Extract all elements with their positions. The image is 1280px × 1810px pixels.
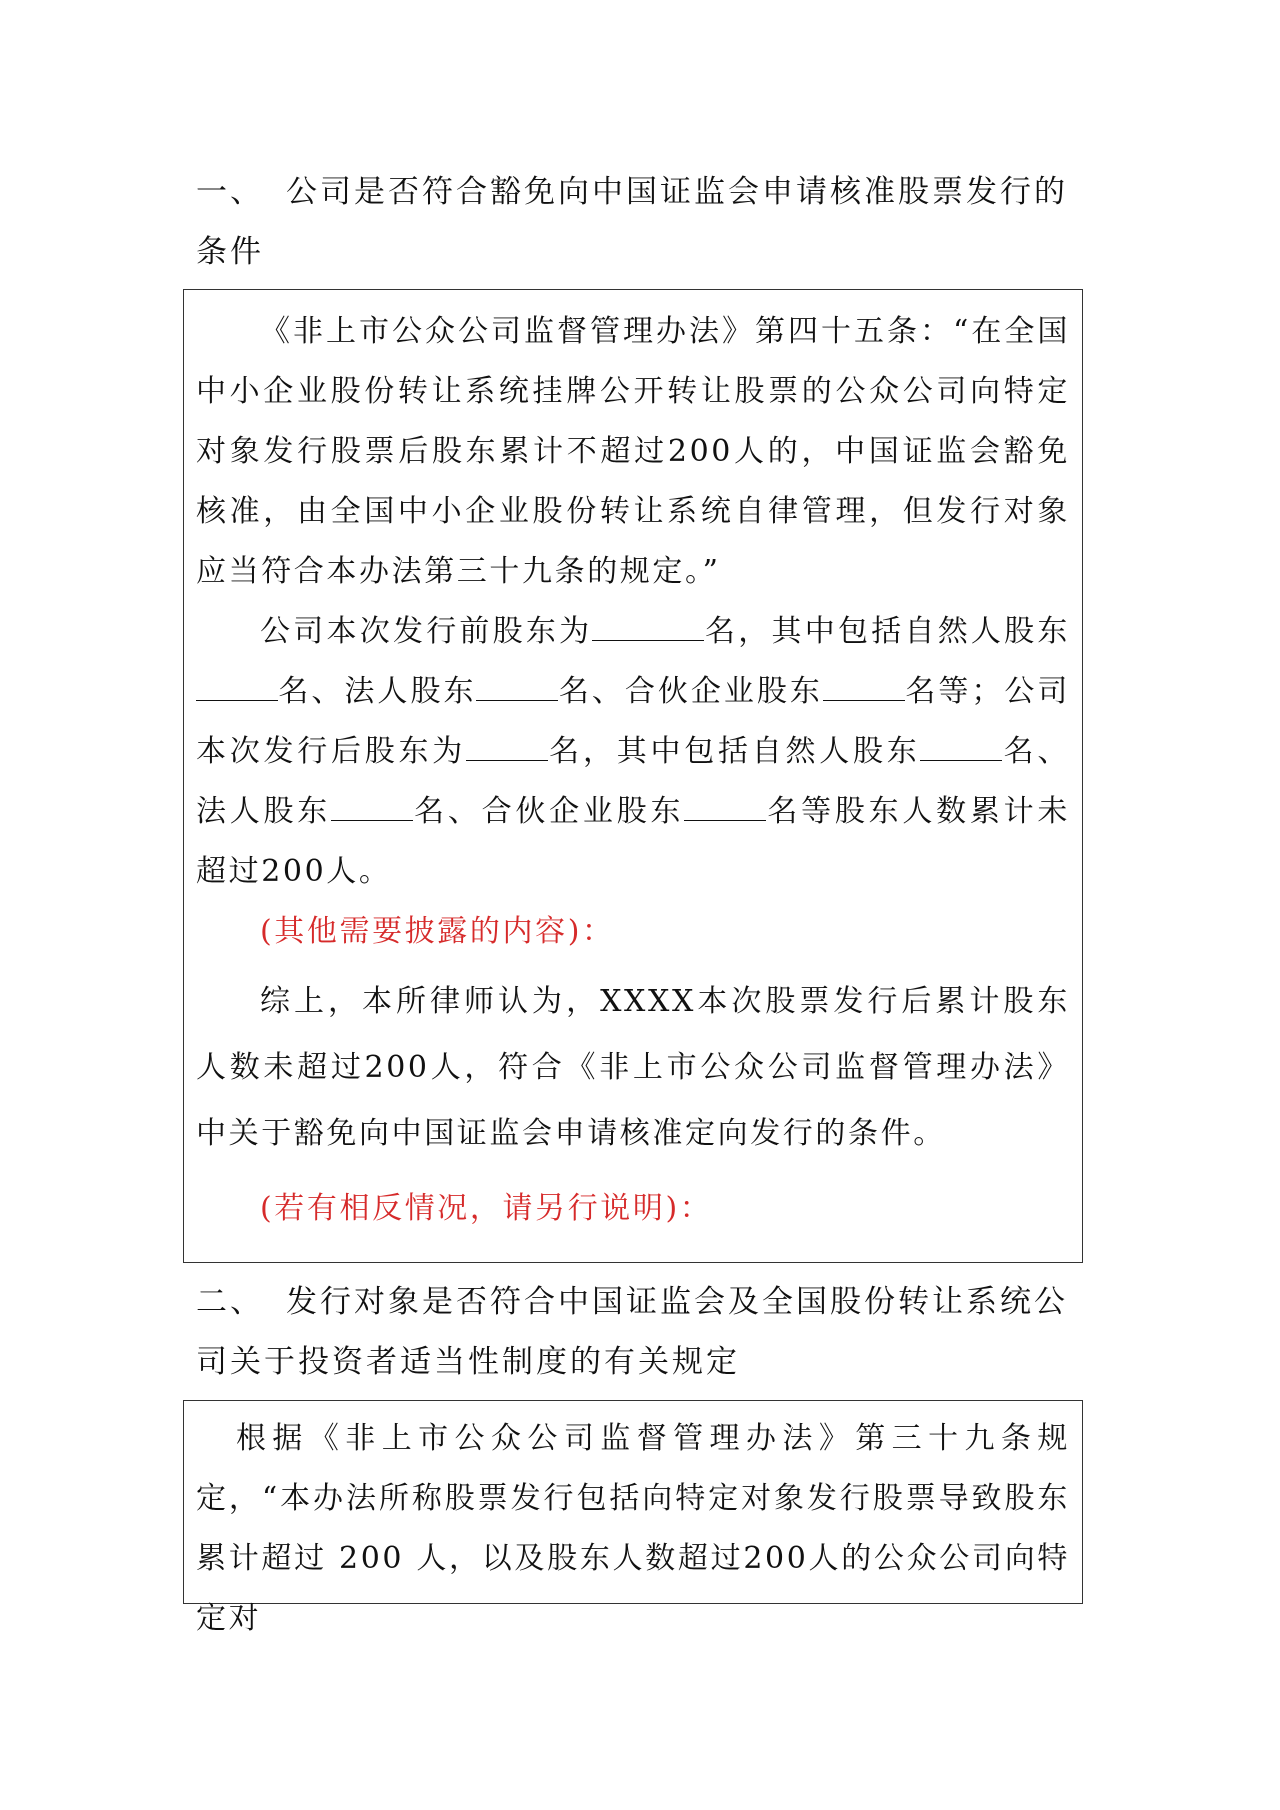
shareholder-text-2: 名，其中包括自然人股东 (704, 614, 1070, 649)
blank-field[interactable] (476, 670, 558, 701)
red-note-contrary-case: (若有相反情况，请另行说明)： (260, 1191, 713, 1226)
section-1-heading (196, 162, 1076, 282)
shareholder-count-paragraph (196, 602, 1070, 902)
blank-field[interactable] (920, 730, 1002, 761)
blank-field[interactable] (592, 610, 704, 641)
section-1-title: 公司是否符合豁免向中国证监会申请核准股票发行的条件 (196, 174, 1068, 270)
article-39-quote: 根据《非上市公众公司监督管理办法》第三十九条规定，“本办法所称股票发行包括向特定对象发行股票导致股东累计超过 200 人，以及股东人数超过200人的公众公司向特定对 (196, 1421, 1070, 1636)
shareholder-text-7: 名、法人股东 (196, 734, 1070, 829)
blank-field[interactable] (331, 790, 413, 821)
shareholder-text-5: 名等；公司本次发行后股东为 (196, 674, 1070, 769)
blank-field[interactable] (466, 730, 548, 761)
shareholder-text-9: 名等股东人数累计未超过200人。 (196, 794, 1070, 889)
section-2-heading (196, 1272, 1076, 1392)
section-2-box (183, 1400, 1083, 1636)
section-1-number: 一、 (196, 174, 264, 210)
blank-field[interactable] (684, 790, 766, 821)
blank-field[interactable] (823, 670, 905, 701)
shareholder-text-4: 名、合伙企业股东 (558, 674, 823, 709)
section-1-box (183, 289, 1083, 1263)
section-2-number: 二、 (196, 1284, 264, 1320)
blank-field[interactable] (196, 670, 278, 701)
red-note-other-disclosure: (其他需要披露的内容)： (260, 914, 615, 949)
shareholder-text-8: 名、合伙企业股东 (413, 794, 685, 829)
section-2-title: 发行对象是否符合中国证监会及全国股份转让系统公司关于投资者适当性制度的有关规定 (196, 1284, 1068, 1380)
shareholder-text-6: 名，其中包括自然人股东 (548, 734, 921, 769)
shareholder-text-1: 公司本次发行前股东为 (260, 614, 593, 649)
article-45-quote: 《非上市公众公司监督管理办法》第四十五条：“在全国中小企业股份转让系统挂牌公开转让股票的公众公司向特定对象发行股票后股东累计不超过200人的，中国证监会豁免核准，由全国中小企业股份转让系统自律管理，但发行对象应当符合本办法第三十九条的规定。” (196, 314, 1070, 589)
conclusion-paragraph: 综上，本所律师认为，XXXX本次股票发行后累计股东人数未超过200人，符合《非上市公众公司监督管理办法》中关于豁免向中国证监会申请核准定向发行的条件。 (196, 984, 1070, 1151)
shareholder-text-3: 名、法人股东 (278, 674, 477, 709)
